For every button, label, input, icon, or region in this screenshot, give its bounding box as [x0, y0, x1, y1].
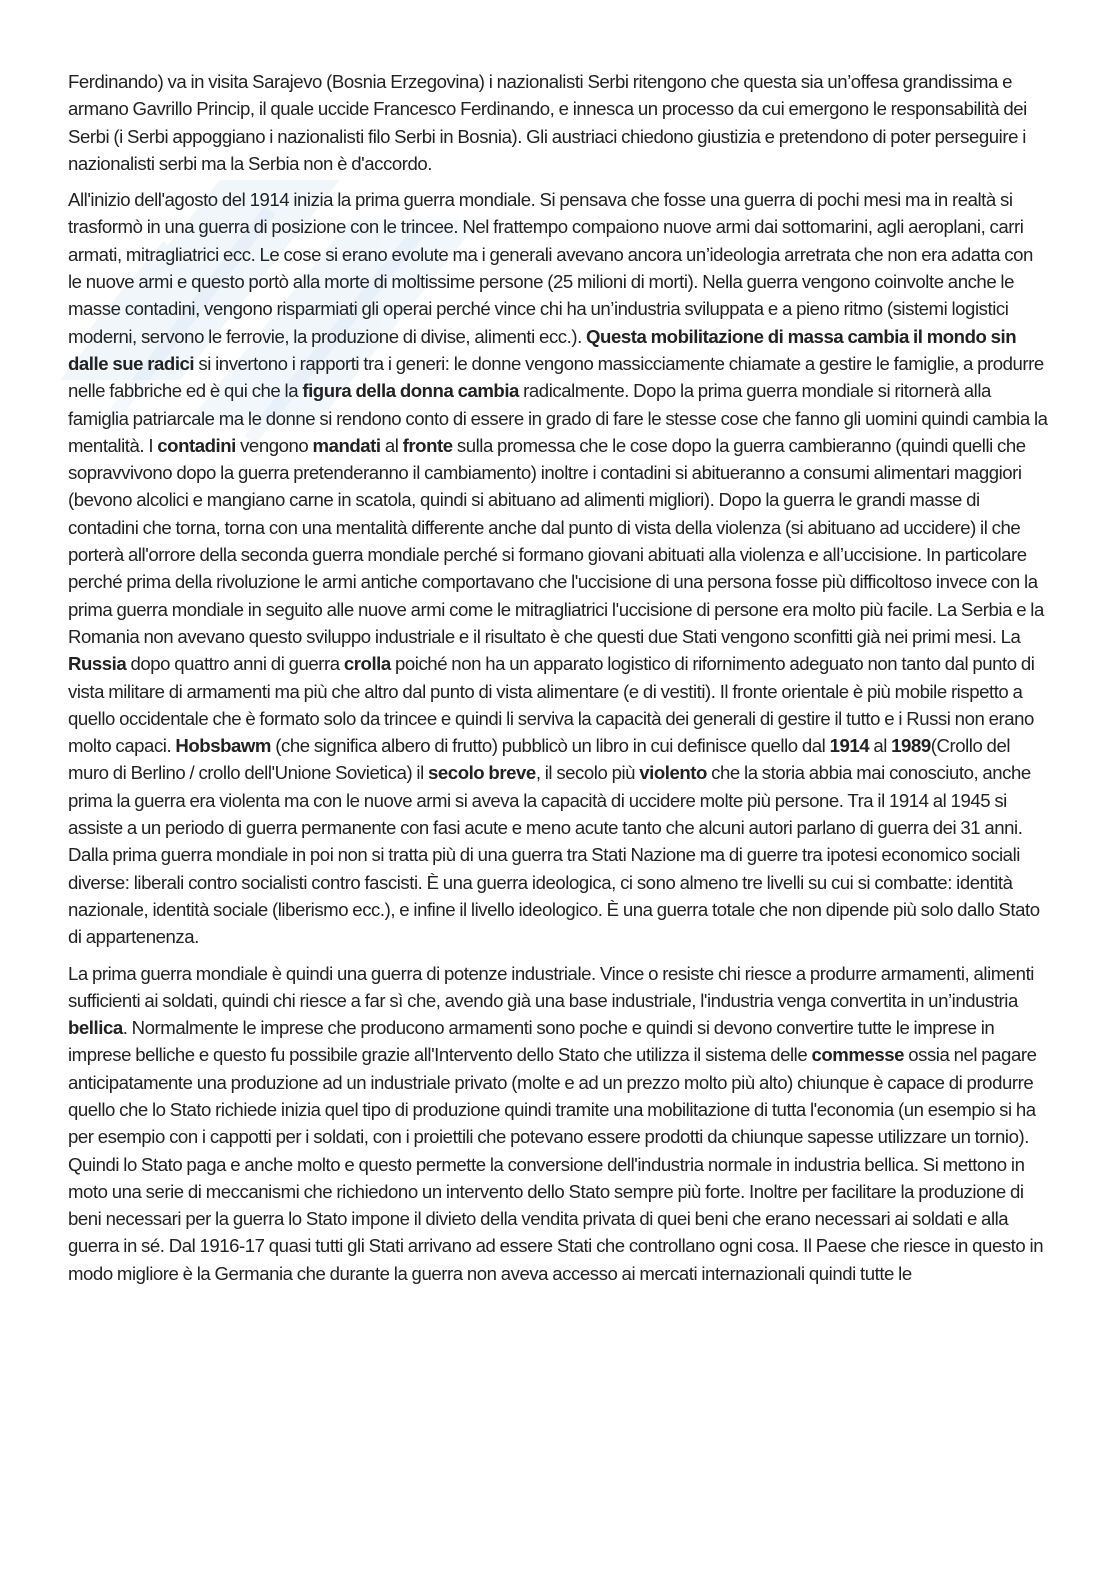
bold-text: 1914: [829, 735, 870, 757]
bold-text: figura della donna cambia: [302, 380, 519, 402]
text-run: ossia nel pagare anticipatamente una produzione ad un industriale privato (molte e ad un prezzo molto più alto) chiunque è capace di produrre quello che lo Stato richiede inizia quel tipo di produzione quindi tramite una mobilitazione di tutta l'economia (un esempio si ha per esempio con i cappotti per i soldati, con i proiettili che potevano essere prodotti da chiunque sapesse utilizzare un tornio). Quindi lo Stato paga e anche molto e questo permette la conversione dell'industria normale in industria bellica. Si mettono in moto una serie di meccanismi che richiedono un intervento dello Stato sempre più forte. Inoltre per facilitare la produzione di beni necessari per la guerra lo Stato impone il divieto della vendita privata di quei beni che erano necessari ai soldati e alla guerra in sé. Dal 1916-17 quasi tutti gli Stati arrivano ad essere Stati che controllano ogni cosa. Il Paese che riesce in questo in modo migliore è la Germania che durante la guerra non aveva accesso ai mercati internazionali quindi tutte le: [68, 1044, 1044, 1284]
text-run: , il secolo più: [535, 762, 640, 784]
bold-text: commesse: [811, 1044, 904, 1066]
paragraph: [68, 960, 1050, 1288]
bold-text: violento: [639, 762, 707, 784]
text-run: vengono: [235, 434, 313, 456]
text-run: sulla promessa che le cose dopo la guerra cambieranno (quindi quelli che sopravvivono dopo la guerra pretenderanno il cambiamento) inoltre i contadini si abitueranno a consumi alimentari maggiori (bevono alcolici e mangiano carne in scatola, quindi si abituano ad alimenti migliori). Dopo la guerra le grandi masse di contadini che torna, torna con una mentalità differente anche dal punto di vista della violenza (si abituano ad uccidere) il che porterà all'orrore della seconda guerra mondiale perché si formano giovani abituati alla violenza e all’uccisione. In particolare perché prima della rivoluzione le armi antiche comportavano che l'uccisione di una persona fosse più difficoltoso invece con la prima guerra mondiale in seguito alle nuove armi come le mitragliatrici l'uccisione di persone era molto più facile. La Serbia e la Romania non avevano questo sviluppo industriale e il risultato è che questi due Stati vengono sconfitti già nei primi mesi. La: [68, 434, 1044, 647]
bold-text: 1989: [891, 735, 931, 757]
text-run: che la storia abbia mai conosciuto, anche prima la guerra era violenta ma con le nuove armi si aveva la capacità di uccidere molte più persone. Tra il 1914 al 1945 si assiste a un periodo di guerra permanente con fasi acute e meno acute tanto che alcuni autori parlano di guerra dei 31 anni. Dalla prima guerra mondiale in poi non si tratta più di una guerra tra Stati Nazione ma di guerre tra ipotesi economico sociali diverse: liberali contro socialisti contro fascisti. È una guerra ideologica, ci sono almeno tre livelli su cui si combatte: identità nazionale, identità sociale (liberismo ecc.), e infine il livello ideologico. È una guerra totale che non dipende più solo dallo Stato di appartenenza.: [68, 762, 1040, 948]
bold-text: Questa mobilitazione di massa cambia il mondo sin dalle sue radici: [68, 325, 1017, 374]
text-run: Ferdinando) va in visita Sarajevo (Bosnia Erzegovina) i nazionalisti Serbi ritengono che questa sia un’offesa grandissima e armano Gavrillo Princip, il quale uccide Francesco Ferdinando, e innesca un processo da cui emergono le responsabilità dei Serbi (i Serbi appoggiano i nazionalisti filo Serbi in Bosnia). Gli austriaci chiedono giustizia e pretendono di poter perseguire i nazionalisti serbi ma la Serbia non è d'accordo.: [68, 71, 1027, 174]
bold-text: bellica: [68, 1017, 123, 1039]
text-run: si invertono i rapporti tra i generi: le donne vengono massicciamente chiamate a gestire le famiglie, a produrre nelle fabbriche ed è qui che la: [68, 352, 1044, 402]
text-run: (che significa albero di frutto) pubblicò un libro in cui definisce quello dal: [271, 735, 830, 757]
text-run: radicalmente. Dopo la prima guerra mondiale si ritornerà alla famiglia patriarcale ma le donne si rendono conto di essere in grado di fare le stesse cose che fanno gli uomini quindi cambia la mentalità. I: [68, 380, 1048, 456]
paragraph: [68, 186, 1050, 950]
bold-text: fronte: [402, 434, 453, 456]
bold-text: Russia: [68, 653, 127, 675]
text-run: dopo quattro anni di guerra: [126, 653, 344, 675]
text-run: . Normalmente le imprese che producono armamenti sono poche e quindi si devono convertire tutte le imprese in imprese belliche e questo fu possibile grazie all'Intervento dello Stato che utilizza il sistema delle: [68, 1017, 995, 1066]
bold-text: secolo breve: [428, 762, 536, 784]
text-run: al: [869, 735, 892, 757]
bold-text: contadini: [157, 434, 236, 456]
text-run: La prima guerra mondiale è quindi una guerra di potenze industriale. Vince o resiste chi riesce a produrre armamenti, alimenti sufficienti ai soldati, quindi chi riesce a far sì che, avendo già una base industriale, l'industria venga convertita in un’industria: [68, 962, 1034, 1011]
text-run: (Crollo del muro di Berlino / crollo dell'Unione Sovietica) il: [68, 735, 1011, 784]
bold-text: crolla: [343, 653, 391, 675]
bold-text: mandati: [312, 434, 381, 456]
text-run: al: [380, 434, 403, 456]
bold-text: Hobsbawm: [175, 735, 272, 757]
paragraph: [68, 68, 1050, 177]
text-run: poiché non ha un apparato logistico di rifornimento adeguato non tanto dal punto di vista militare di armamenti ma più che altro dal punto di vista alimentare (e di vestiti). Il fronte orientale è più mobile rispetto a quello occidentale che è formato solo da trincee e quindi li serviva la capacità dei generali di gestire il tutto e i Russi non erano molto capaci.: [68, 653, 1035, 757]
text-run: All'inizio dell'agosto del 1914 inizia la prima guerra mondiale. Si pensava che fosse una guerra di pochi mesi ma in realtà si trasformò in una guerra di posizione con le trincee. Nel frattempo compaiono nuove armi dai sottomarini, agli aeroplani, carri armati, mitragliatrici ecc. Le cose si erano evolute ma i generali avevano ancora un’ideologia arretrata che non era adatta con le nuove armi e questo portò alla morte di moltissime persone (25 milioni di morti). Nella guerra vengono coinvolte anche le masse contadini, vengono risparmiati gli operai perché vince chi ha un’industria sviluppata e a pieno ritmo (sistemi logistici moderni, servono le ferrovie, la produzione di divise, alimenti ecc.).: [68, 189, 1033, 347]
document-body: [68, 68, 1050, 1296]
